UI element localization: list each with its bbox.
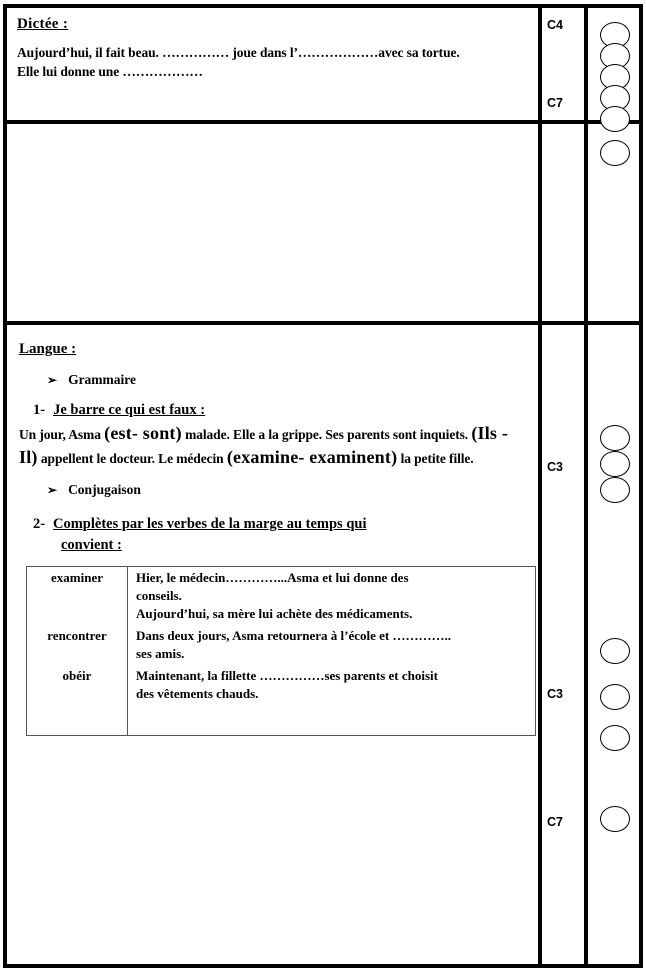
ex1-choice-b[interactable]: (Ils - Il) — [19, 423, 509, 467]
table-row-spacer — [27, 705, 536, 736]
verb-cell-0: examiner — [27, 567, 128, 626]
sentence-line: conseils. — [136, 588, 182, 603]
exercise-2-title — [33, 514, 530, 556]
sentence-line: Hier, le médecin…………...Asma et lui donne des — [136, 570, 409, 585]
score-circle[interactable] — [600, 806, 630, 832]
sentence-line: des vêtements chauds. — [136, 686, 259, 701]
sentence-cell-2[interactable] — [128, 665, 536, 705]
arrow-bullet-icon: ➢ — [47, 373, 58, 387]
score-circle[interactable] — [600, 451, 630, 477]
code-label-c3-grammar: C3 — [547, 460, 563, 474]
exercise-1-body — [19, 422, 530, 470]
score-circle-column — [588, 8, 639, 964]
ex1-text-a: Un jour, Asma — [19, 427, 105, 442]
score-circle[interactable] — [600, 638, 630, 664]
sentence-cell-0[interactable] — [128, 567, 536, 626]
sentence-line: ses amis. — [136, 646, 185, 661]
bullet-grammaire — [47, 372, 530, 388]
score-circle[interactable] — [600, 425, 630, 451]
verb-table-body — [27, 567, 536, 736]
ex1-text-c: appellent le docteur. Le médecin — [37, 451, 227, 466]
worksheet-page — [3, 4, 643, 968]
verb-cell-1: rencontrer — [27, 625, 128, 665]
ex1-text-b: malade. Elle a la grippe. Ses parents sont inquiets. — [181, 427, 472, 442]
arrow-bullet-icon-2: ➢ — [47, 483, 58, 497]
ex1-choice-c[interactable]: (examine- examinent) — [226, 447, 398, 467]
bullet-conjugaison — [47, 482, 530, 498]
exercise-1-instruction: Je barre ce qui est faux : — [53, 402, 206, 418]
blank-code-column — [542, 124, 584, 321]
code-label-c7-langue: C7 — [547, 815, 563, 829]
ex1-choice-a[interactable]: (est- sont) — [104, 423, 182, 443]
exercise-2-instruction-line2: convient : — [61, 537, 122, 553]
dictee-line-2: Elle lui donne une ……………… — [17, 64, 203, 79]
exercise-2-instruction-line1: Complètes par les verbes de la marge au temps qui — [53, 516, 367, 532]
bullet-conjugaison-label: Conjugaison — [68, 482, 141, 497]
verb-cell-2: obéir — [27, 665, 128, 705]
table-row — [27, 665, 536, 705]
score-circle[interactable] — [600, 106, 630, 132]
score-circle[interactable] — [600, 684, 630, 710]
table-row — [27, 567, 536, 626]
section-langue — [7, 325, 538, 964]
exercise-1-title — [33, 402, 530, 419]
dictee-line-1: Aujourd’hui, il fait beau. …………… joue dans l’………………avec sa tortue. — [17, 45, 460, 60]
code-label-c3-conjugaison: C3 — [547, 687, 563, 701]
section-dictee — [7, 8, 538, 120]
score-circle[interactable] — [600, 725, 630, 751]
bullet-grammaire-label: Grammaire — [68, 372, 137, 387]
dictee-answer-area[interactable] — [7, 124, 538, 321]
sentence-line: Dans deux jours, Asma retournera à l’école et ………….. — [136, 628, 451, 643]
dictee-heading: Dictée : — [17, 16, 69, 32]
exercise-1-number: 1- — [33, 402, 46, 418]
table-row — [27, 625, 536, 665]
sentence-line: Aujourd’hui, sa mère lui achète des médicaments. — [136, 606, 413, 621]
score-circle[interactable] — [600, 140, 630, 166]
langue-code-column — [542, 325, 584, 964]
sentence-cell-empty[interactable] — [128, 705, 536, 736]
dictee-code-column — [542, 8, 584, 120]
code-label-c7: C7 — [547, 96, 563, 110]
sentence-line: Maintenant, la fillette ……………ses parents et choisit — [136, 668, 438, 683]
code-label-c4: C4 — [547, 18, 563, 32]
score-circle[interactable] — [600, 477, 630, 503]
verb-exercise-table — [26, 566, 536, 736]
ex1-text-d: la petite fille. — [397, 451, 474, 466]
exercise-2-number: 2- — [33, 516, 46, 532]
sentence-cell-1[interactable] — [128, 625, 536, 665]
langue-heading: Langue : — [19, 341, 77, 357]
verb-cell-empty — [27, 705, 128, 736]
